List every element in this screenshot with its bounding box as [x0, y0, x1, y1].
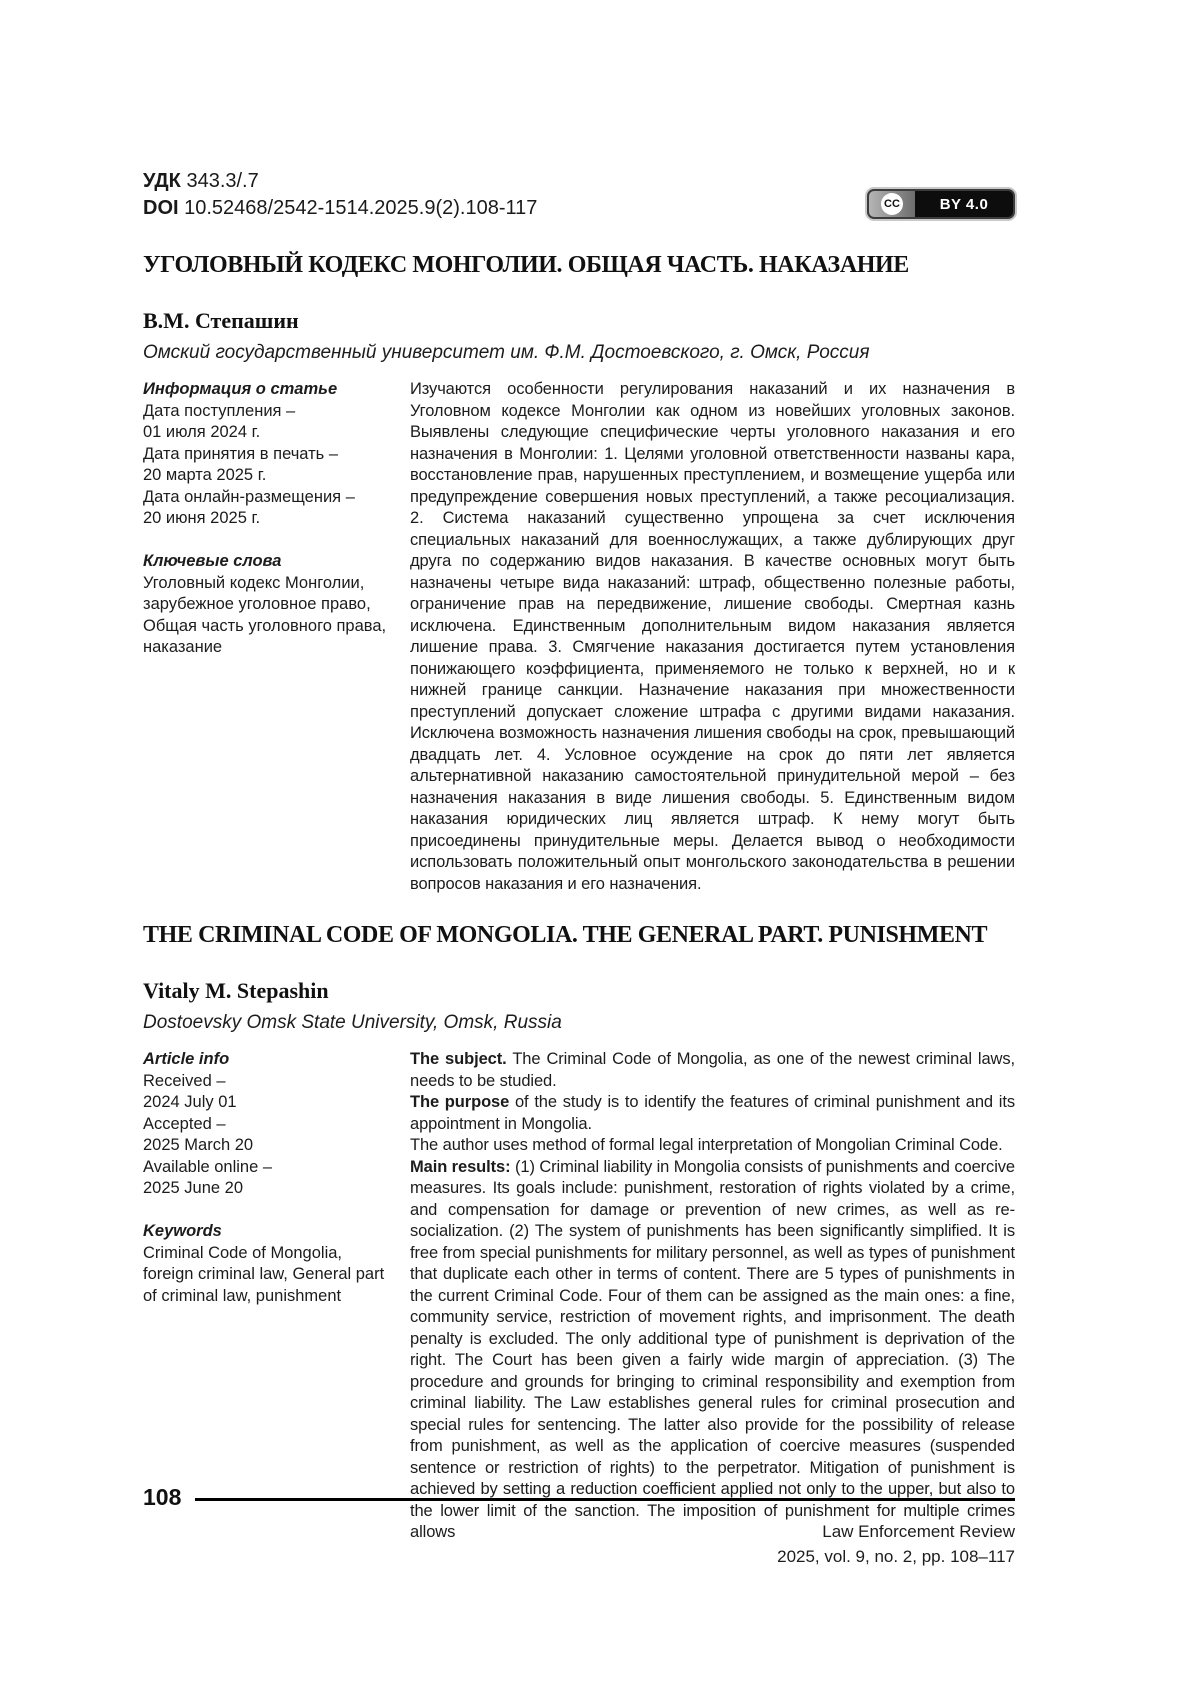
info-line: Дата онлайн-размещения – [143, 487, 355, 506]
info-line: Дата поступления – [143, 401, 296, 420]
article-info-heading-english: Article info [143, 1050, 230, 1068]
journal-footer [777, 1519, 1015, 1569]
abstract-lead: The purpose [410, 1093, 510, 1111]
udk-value: 343.3/.7 [186, 170, 259, 192]
article-info-column-russian [143, 379, 410, 895]
info-line: Accepted – [143, 1114, 226, 1133]
author-name-english: Vitaly M. Stepashin [143, 978, 329, 1003]
doi-line [143, 195, 1015, 222]
article-info-column-english [143, 1049, 410, 1544]
info-line: Received – [143, 1071, 226, 1090]
article-title-russian: УГОЛОВНЫЙ КОДЕКС МОНГОЛИИ. ОБЩАЯ ЧАСТЬ. НАКАЗАНИЕ [143, 252, 909, 278]
journal-issue: 2025, vol. 9, no. 2, pp. 108–117 [777, 1547, 1015, 1566]
keywords-heading-russian: Ключевые слова [143, 552, 282, 570]
journal-name: Law Enforcement Review [822, 1522, 1015, 1541]
info-line: 20 июня 2025 г. [143, 509, 261, 527]
abstract-paragraph [410, 1092, 1015, 1135]
info-line: 2025 March 20 [143, 1136, 254, 1154]
page-content [143, 168, 1015, 1544]
abstract-text: of the study is to identify the features of criminal punishment and its appointment in Mongolia. [410, 1093, 1015, 1133]
udk-label: УДК [143, 170, 181, 192]
affiliation-english: Dostoevsky Omsk State University, Omsk, Russia [143, 1012, 562, 1033]
affiliation-russian: Омский государственный университет им. Ф.М. Достоевского, г. Омск, Россия [143, 342, 870, 363]
abstract-lead: Main results: [410, 1157, 511, 1176]
info-line: Available online – [143, 1157, 273, 1176]
abstract-paragraph [410, 1135, 1015, 1157]
cc-license-version: BY 4.0 [939, 195, 989, 213]
russian-section-columns [143, 379, 1015, 895]
article-title-english: THE CRIMINAL CODE OF MONGOLIA. THE GENERAL PART. PUNISHMENT [143, 922, 988, 948]
abstract-paragraph: Изучаются особенности регулирования наказаний и их назначения в Уголовном кодексе Монголии как одном из новейших уголовных законов. Выявлены следующие специфические черты уголовного наказания и его назначения в Монголии: 1. Целями уголовной ответственности названы кара, восстановление прав, нарушенных преступлением, и возмещение ущерба или предупреждение совершения новых преступлений, а также ресоциализация. 2. Система наказаний существенно упрощена за счет исключения специальных наказаний для военнослужащих, а также дублирующих друг друга по содержанию видов наказания. В качестве основных могут быть назначены четыре вида наказаний: штраф, общественно полезные работы, ограничение прав на передвижение, лишение свободы. Смертная казнь исключена. Единственным дополнительным видом наказания является лишение права. 3. Смягчение наказания достигается путем установления понижающего коэффициента, применяемого не только к верхней, но и к нижней границе санкции. Назначение наказания при множественности преступлений допускает сложение штрафа с другими видами наказания. Исключена возможность назначения лишения свободы на срок, превышающий двадцать лет. 4. Условное осуждение на срок до пяти лет является альтернативной наказанию самостоятельной принудительной мерой – без назначения наказания в виде лишения свободы. 5. Единственным видом наказания юридических лиц является штраф. К нему могут быть присоединены принудительные меры. Делается вывод о необходимости использовать положительный опыт монгольского законодательства в решении вопросов наказания и его назначения. [410, 380, 1015, 893]
footer-divider [195, 1498, 1015, 1501]
abstract-paragraph [410, 1049, 1015, 1092]
abstract-russian [410, 379, 1015, 895]
abstract-text: The Criminal Code of Mongolia, as one of the newest criminal laws, needs to be studied. [410, 1050, 1015, 1090]
abstract-text: (1) Criminal liability in Mongolia consists of punishments and coercive measures. Its goals include: punishment, restoration of rights violated by a crime, and compensation for damage or prevention of new crimes, as well as re-socialization. (2) The system of punishments has been significantly simplified. It is free from special punishments for military personnel, as well as types of punishment that duplicate each other in terms of content. There are 5 types of punishments in the current Criminal Code. Four of them can be assigned as the main ones: a fine, community service, restriction of movement rights, and imprisonment. The death penalty is excluded. The only additional type of punishment is deprivation of the right. The Court has been given a fairly wide margin of appreciation. (3) The procedure and grounds for bringing to criminal responsibility and exemption from criminal liability. The Law establishes general rules for criminal prosecution and special rules for sentencing. The latter also provide for the possibility of release from punishment, as well as the application of coercive measures (suspended sentence or restriction of rights) to the perpetrator. Mitigation of punishment is achieved by setting a reduction coefficient applied not only to the upper, but also to the lower limit of the sanction. The imposition of punishment for multiple crimes allows [410, 1157, 1016, 1541]
info-line: 2025 June 20 [143, 1179, 244, 1197]
english-section-columns [143, 1049, 1015, 1544]
keywords-text-russian: Уголовный кодекс Монголии, зарубежное уголовное право, Общая часть уголовного права, наказание [143, 573, 387, 656]
info-line: Дата принятия в печать – [143, 444, 339, 463]
abstract-english [410, 1049, 1015, 1544]
author-name-russian: В.М. Степашин [143, 308, 299, 333]
abstract-text: The author uses method of formal legal interpretation of Mongolian Criminal Code. [410, 1136, 1003, 1154]
cc-icon: CC [869, 191, 915, 217]
footer-rule-row [143, 1484, 1015, 1511]
keywords-heading-english: Keywords [143, 1222, 222, 1240]
udk-line [143, 168, 1015, 195]
abstract-lead: The subject. [410, 1050, 507, 1068]
doi-label: DOI [143, 197, 179, 219]
page-number: 108 [143, 1484, 182, 1510]
keywords-text-english: Criminal Code of Mongolia, foreign criminal law, General part of criminal law, punishment [143, 1243, 385, 1305]
info-line: 2024 July 01 [143, 1093, 237, 1111]
info-line: 20 марта 2025 г. [143, 466, 267, 484]
doi-value: 10.52468/2542-1514.2025.9(2).108-117 [184, 197, 538, 219]
article-info-heading-russian: Информация о статье [143, 380, 338, 398]
info-line: 01 июля 2024 г. [143, 423, 261, 441]
